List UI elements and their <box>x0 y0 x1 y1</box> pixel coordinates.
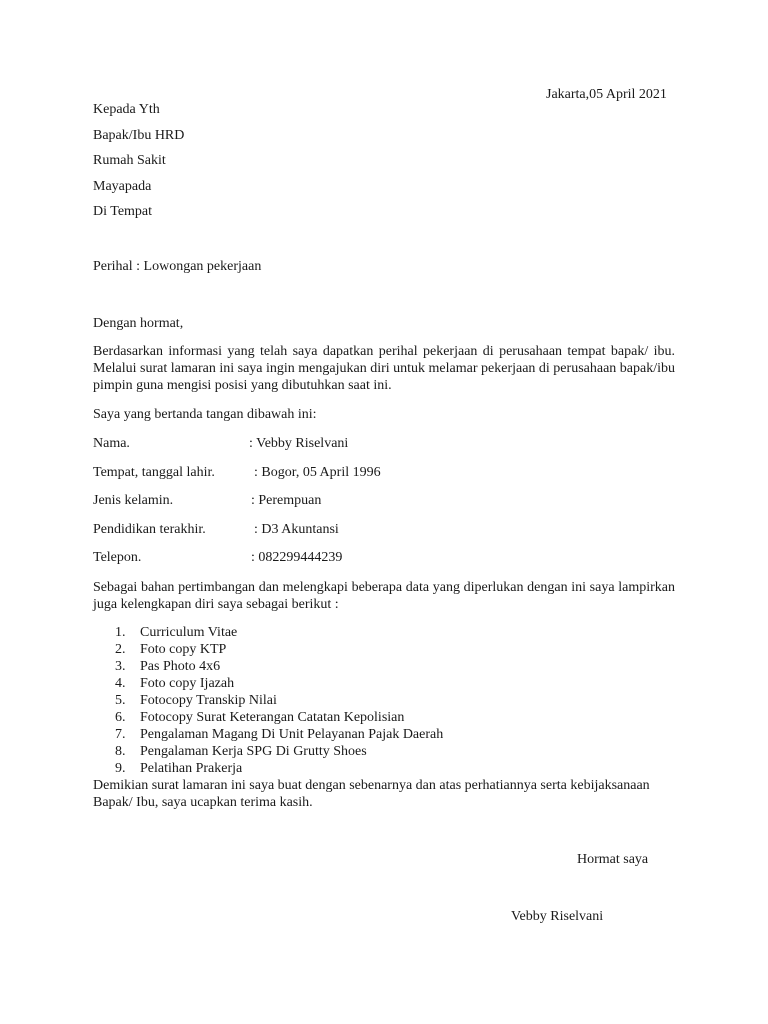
closing-paragraph: Demikian surat lamaran ini saya buat dengan sebenarnya dan atas perhatiannya serta kebijaksanaan Bapak/ Ibu, saya ucapkan terima kasih. <box>93 778 650 810</box>
recipient-line: Kepada Yth <box>93 102 160 117</box>
recipient-line: Bapak/Ibu HRD <box>93 128 185 143</box>
list-number: 3. <box>115 659 126 674</box>
place-date: Jakarta,05 April 2021 <box>546 87 667 102</box>
attachment-list <box>93 624 443 777</box>
list-text: Foto copy KTP <box>140 642 227 657</box>
detail-label: Pendidikan terakhir. <box>93 522 206 537</box>
detail-value: : 082299444239 <box>251 550 343 565</box>
list-number: 4. <box>115 676 126 691</box>
detail-label: Nama. <box>93 436 130 451</box>
list-text: Foto copy Ijazah <box>140 676 235 691</box>
list-text: Pas Photo 4x6 <box>140 659 221 674</box>
list-item <box>115 658 443 675</box>
recipient-line: Rumah Sakit <box>93 153 166 168</box>
list-number: 6. <box>115 710 126 725</box>
detail-label: Telepon. <box>93 550 142 565</box>
list-item <box>115 709 443 726</box>
detail-value: : D3 Akuntansi <box>254 522 339 537</box>
subject-line: Perihal : Lowongan pekerjaan <box>93 259 262 274</box>
list-item <box>115 726 444 743</box>
intro-paragraph: Berdasarkan informasi yang telah saya dapatkan perihal pekerjaan di perusahaan tempat bapak/ ibu. Melalui surat lamaran ini saya ingin mengajukan diri untuk melamar pekerjaan di perusahaan bapak/ibu pimpin guna mengisi posisi yang dibutuhkan saat ini. <box>93 344 675 393</box>
list-number: 5. <box>115 693 126 708</box>
detail-value: : Vebby Riselvani <box>249 436 349 451</box>
list-item <box>115 743 443 760</box>
list-number: 2. <box>115 642 126 657</box>
list-item <box>115 692 443 709</box>
detail-value: : Bogor, 05 April 1996 <box>254 465 381 480</box>
detail-value: : Perempuan <box>251 493 322 508</box>
list-number: 8. <box>115 744 126 759</box>
list-text: Pelatihan Prakerja <box>140 761 243 776</box>
list-item <box>115 624 443 641</box>
attachment-intro: Sebagai bahan pertimbangan dan melengkapi beberapa data yang diperlukan dengan ini saya lampirkan juga kelengkapan diri saya sebagai berikut : <box>93 580 675 612</box>
greeting: Dengan hormat, <box>93 316 184 331</box>
list-number: 7. <box>115 727 126 742</box>
list-text: Pengalaman Magang Di Unit Pelayanan Pajak Daerah <box>140 727 444 742</box>
recipient-line: Di Tempat <box>93 204 153 219</box>
detail-label: Jenis kelamin. <box>93 493 174 508</box>
list-text: Fotocopy Surat Keterangan Catatan Kepolisian <box>140 710 405 725</box>
signer-name: Vebby Riselvani <box>511 909 604 924</box>
list-item <box>115 641 443 658</box>
list-text: Pengalaman Kerja SPG Di Grutty Shoes <box>140 744 367 759</box>
list-item <box>115 760 443 777</box>
list-text: Fotocopy Transkip Nilai <box>140 693 277 708</box>
sign-off: Hormat saya <box>577 852 649 867</box>
list-item <box>115 675 443 692</box>
recipient-line: Mayapada <box>93 179 152 194</box>
declaration: Saya yang bertanda tangan dibawah ini: <box>93 407 317 422</box>
list-number: 1. <box>115 625 126 640</box>
detail-label: Tempat, tanggal lahir. <box>93 465 215 480</box>
list-number: 9. <box>115 761 126 776</box>
list-text: Curriculum Vitae <box>140 625 238 640</box>
